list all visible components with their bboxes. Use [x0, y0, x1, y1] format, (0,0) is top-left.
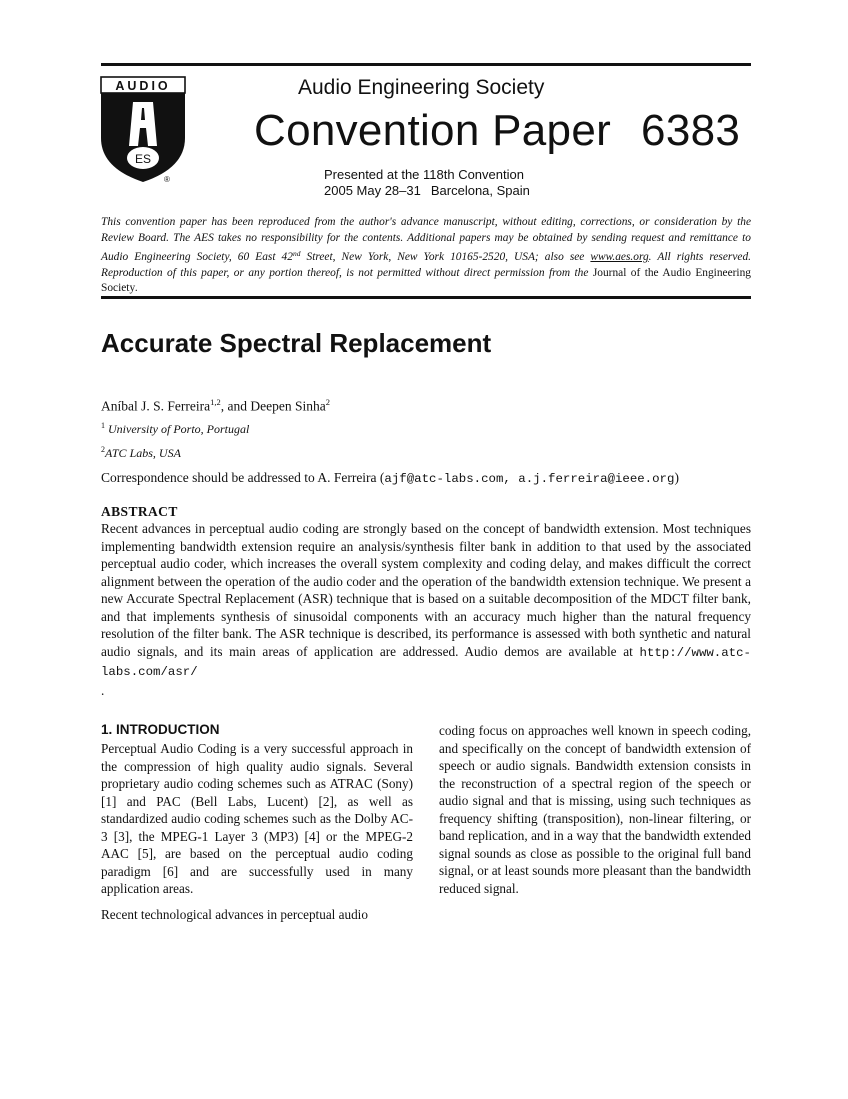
convention-date: 2005 May 28–31	[324, 183, 421, 198]
copyright-notice: This convention paper has been reproduced from the author's advance manuscript, without editing, corrections, or consideration by the Review Board. The AES takes no responsibility for the contents. Additional papers may be obtained by sending request and remittance to Audio Engineering Society, 60 East 42nd Street, New York, New York 10165-2520, USA; also see www.aes.org. All rights reserved. Reproduction of this paper, or any portion thereof, is not permitted without direct permission from the Journal of the Audio Engineering Society.	[101, 216, 751, 295]
presentation-info	[324, 167, 530, 199]
intro-paragraph-2-continued: coding focus on approaches well known in speech coding, and specifically on the concept of bandwidth extension of speech or audio signals. Bandwidth extension consists in the reconstruction of a spectral region of the speech or audio signal and that is missing, using such techniques as frequency shifting (transposition), non-linear filtering, or band replication, and in a way that the bandwidth extended signal sounds as close as possible to the original full band signal, or at least sounds more pleasant than the bandwidth reduced signal.	[439, 723, 751, 896]
paper-heading	[254, 106, 740, 156]
author-line: Aníbal J. S. Ferreira$^{1,2}$, and Deepen Sinha$^2$	[101, 397, 330, 414]
presented-line: Presented at the 118th Convention	[324, 167, 524, 182]
aes-link[interactable]: www.aes.org	[590, 251, 649, 264]
paper-type: Convention Paper	[254, 106, 612, 155]
email-link-1[interactable]: ajf@atc-labs.com	[384, 472, 504, 486]
intro-paragraph-1: Perceptual Audio Coding is a very successful approach in the compression of high quality audio signals. Several proprietary audio coding schemes such as ATRAC (Sony) [1] and PAC (Bell Labs, Lucent) [2], as well as standardized audio coding schemes such as the Dolby AC-3 [3], the MPEG-1 Layer 3 (MP3) [4] or the MPEG-2 AAC [5], are based on the perceptual audio coding paradigm [6] and are successfully used in many application areas.	[101, 741, 413, 896]
introduction-heading: 1. INTRODUCTION	[101, 722, 220, 737]
top-rule	[101, 63, 751, 66]
logo-audio-text: AUDIO	[115, 79, 171, 93]
date-location	[324, 183, 530, 199]
demo-url-link[interactable]: http://www.atc-labs.com/asr/	[101, 645, 751, 679]
paper-title: Accurate Spectral Replacement	[101, 328, 492, 358]
registered-mark: ®	[164, 175, 170, 184]
logo-es-text: ES	[134, 152, 152, 166]
convention-location: Barcelona, Spain	[430, 183, 530, 198]
divider-rule	[101, 296, 751, 299]
abstract-body: Recent advances in perceptual audio coding are strongly based on the concept of bandwidth extension. Most techniques implementing bandwidth extension require an analysis/synthesis filter bank in addition to that used by the associated perceptual audio coder, which increases the overall system complexity and coding delay, and makes difficult the correct alignment between the operation of the audio coder and the operation of the bandwidth extension technique. We present a new Accurate Spectral Replacement (ASR) technique that is based on a suitable decomposition of the MDCT filter bank, and that implements synthesis of sinusoidal components with an accuracy much higher than the natural frequency resolution of the filter bank. The ASR technique is described, its performance is assessed with both synthetic and natural audio signals, and its main areas of application are addressed. Audio demos are available at http://www.atc-labs.com/asr/ .	[101, 521, 751, 698]
intro-paragraph-2-start: Recent technological advances in perceptual audio	[101, 907, 368, 922]
abstract-heading: ABSTRACT	[101, 504, 178, 519]
email-link-2[interactable]: a.j.ferreira@ieee.org	[518, 472, 675, 486]
affiliation-1: $^1$ University of Porto, Portugal	[101, 421, 250, 436]
society-name: Audio Engineering Society	[298, 76, 545, 99]
paper-number: 6383	[641, 106, 741, 155]
aes-logo	[100, 76, 186, 186]
affiliation-2: $^2$ATC Labs, USA	[101, 445, 181, 460]
correspondence-line: Correspondence should be addressed to A. Ferreira (ajf@atc-labs.com, a.j.ferreira@ieee.org)	[101, 470, 679, 486]
journal-name: Journal of the Audio Engineering Society	[101, 266, 751, 295]
